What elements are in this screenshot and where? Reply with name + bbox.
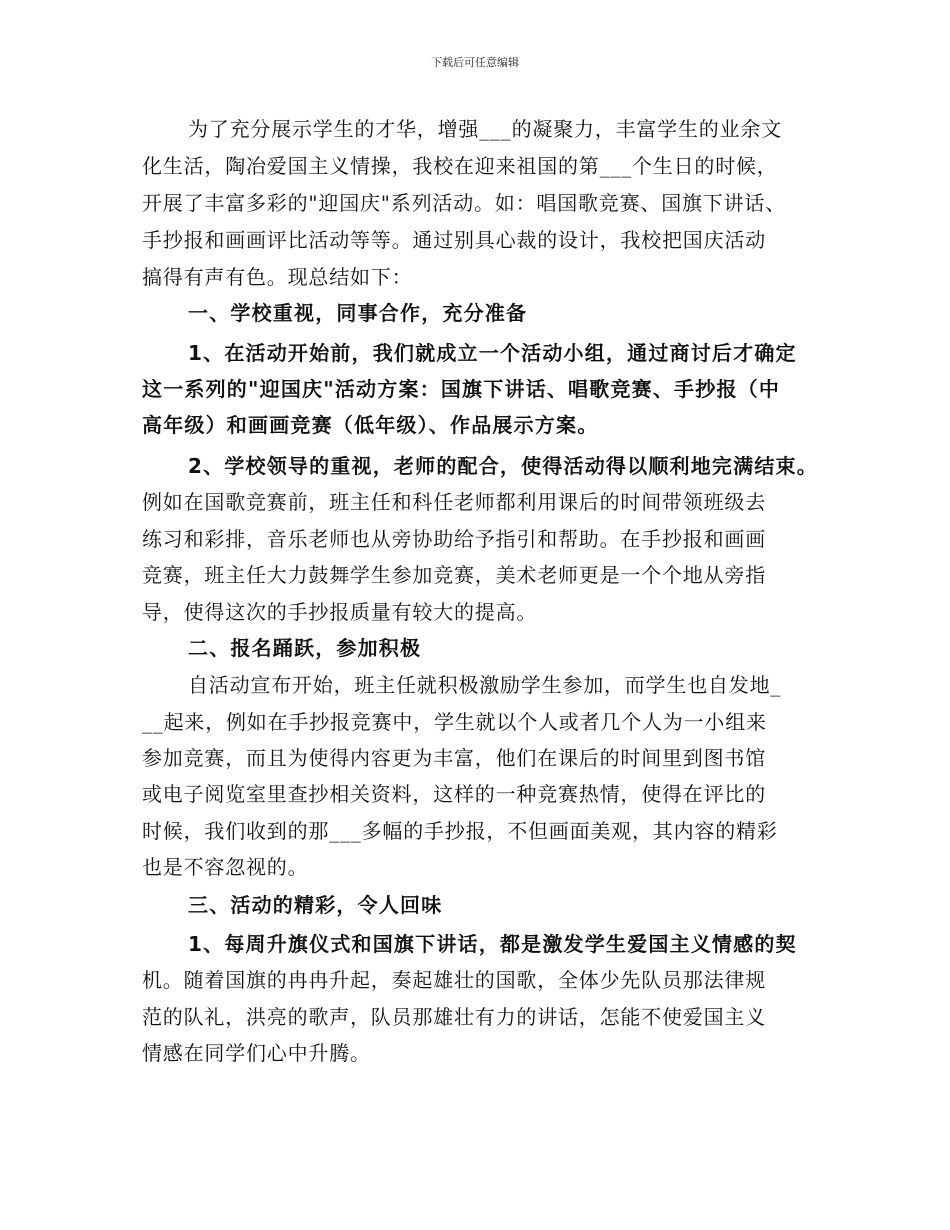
bold-text-line: 1、每周升旗仪式和国旗下讲话，都是激发学生爱国主义情感的契 bbox=[188, 932, 797, 956]
text-line: 情感在同学们心中升腾。 bbox=[142, 1041, 371, 1065]
page-header-note: 下载后可任意编辑 bbox=[431, 56, 519, 69]
text-line: 竞赛，班主任大力鼓舞学生参加竞赛，美术老师更是一个个地从旁指 bbox=[142, 563, 766, 587]
text-line: 例如在国歌竞赛前，班主任和科任老师都利用课后的时间带领班级去 bbox=[142, 490, 766, 514]
text-line: 搞得有声有色。现总结如下： bbox=[142, 265, 413, 289]
text-line: 时候，我们收到的那___多幅的手抄报，不但画面美观，其内容的精彩 bbox=[142, 819, 778, 843]
text-line: 化生活，陶冶爱国主义情操，我校在迎来祖国的第___个生日的时候， bbox=[142, 154, 778, 178]
section-heading: 二、报名踊跃，参加积极 bbox=[188, 636, 422, 660]
text-line: 也是不容忽视的。 bbox=[142, 855, 309, 879]
text-line: 开展了丰富多彩的"迎国庆"系列活动。如：唱国歌竞赛、国旗下讲话、 bbox=[142, 191, 786, 215]
section-heading: 一、学校重视，同事合作，充分准备 bbox=[188, 301, 528, 325]
text-line: 为了充分展示学生的才华，增强___的凝聚力，丰富学生的业余文 bbox=[188, 117, 782, 141]
text-line: 范的队礼，洪亮的歌声，队员那雄壮有力的讲话，怎能不使爱国主义 bbox=[142, 1005, 766, 1029]
bold-text-line: 2、学校领导的重视，老师的配合，使得活动得以顺利地完满结束。 bbox=[188, 454, 818, 478]
text-line: 参加竞赛，而且为使得内容更为丰富，他们在课后的时间里到图书馆 bbox=[142, 746, 766, 770]
text-line: __起来，例如在手抄报竞赛中，学生就以个人或者几个人为一小组来 bbox=[142, 710, 767, 734]
bold-text-line: 高年级）和画画竞赛（低年级）、作品展示方案。 bbox=[142, 413, 599, 437]
section-heading: 三、活动的精彩，令人回味 bbox=[188, 893, 443, 917]
text-line: 机。随着国旗的冉冉升起，奏起雄壮的国歌，全体少先队员那法律规 bbox=[142, 968, 766, 992]
text-line: 练习和彩排，音乐老师也从旁协助给予指引和帮助。在手抄报和画画 bbox=[142, 527, 766, 551]
text-line: 自活动宣布开始，班主任就积极激励学生参加，而学生也自发地_ bbox=[188, 673, 782, 697]
text-line: 手抄报和画画评比活动等等。通过别具心裁的设计，我校把国庆活动 bbox=[142, 228, 766, 252]
bold-text-line: 这一系列的"迎国庆"活动方案：国旗下讲话、唱歌竞赛、手抄报（中 bbox=[142, 377, 781, 401]
text-line: 或电子阅览室里查抄相关资料，这样的一种竞赛热情，使得在评比的 bbox=[142, 782, 766, 806]
bold-text-line: 1、在活动开始前，我们就成立一个活动小组，通过商讨后才确定 bbox=[188, 341, 797, 365]
text-line: 导，使得这次的手抄报质量有较大的提高。 bbox=[142, 600, 538, 624]
